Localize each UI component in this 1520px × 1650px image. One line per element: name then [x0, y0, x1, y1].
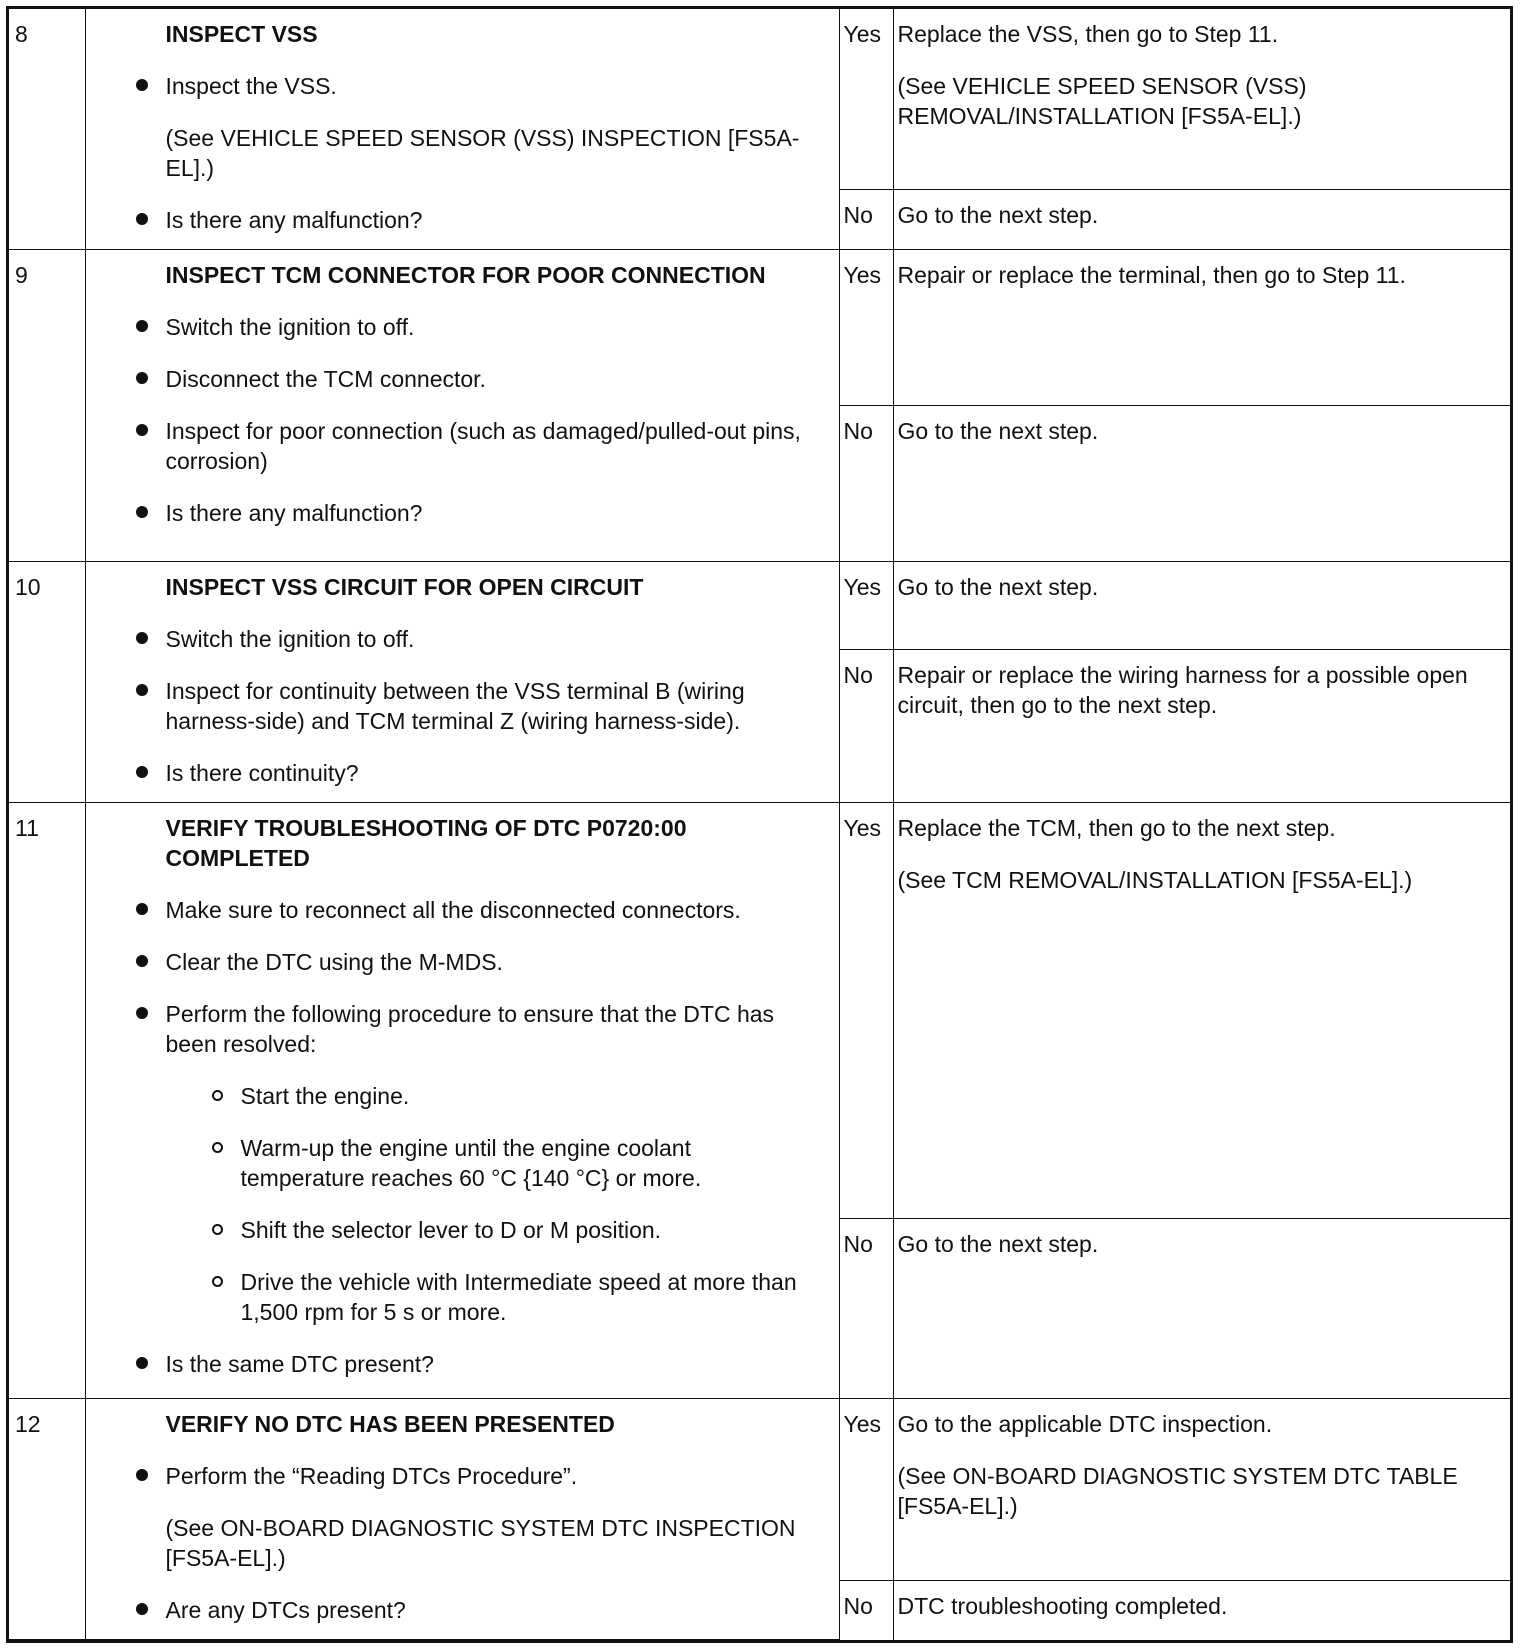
no-action-text: Go to the next step. [893, 406, 1510, 562]
step-row-11 [9, 803, 1510, 1219]
yes-label: Yes [839, 249, 893, 405]
sub-bullet-item: Shift the selector lever to D or M position. [241, 1215, 809, 1245]
step-title: INSPECT VSS [165, 21, 318, 47]
bullet-item: Switch the ignition to off. [166, 312, 809, 342]
step-procedure [85, 1399, 839, 1640]
step-procedure [85, 9, 839, 249]
step-row-12 [9, 1399, 1510, 1581]
bullet-item: Inspect for poor connection (such as damaged/pulled-out pins, corrosion) [166, 416, 809, 476]
sub-bullet-item: Drive the vehicle with Intermediate speed at more than 1,500 rpm for 5 s or more. [241, 1267, 809, 1327]
sub-bullet-item: Start the engine. [241, 1081, 809, 1111]
yes-label: Yes [839, 803, 893, 1219]
bullet-item: Make sure to reconnect all the disconnected connectors. [166, 895, 809, 925]
reference-text: (See VEHICLE SPEED SENSOR (VSS) INSPECTION [FS5A-EL].) [165, 125, 800, 181]
yes-action-text: Go to the next step. [893, 562, 1510, 650]
bullet-item: Disconnect the TCM connector. [166, 364, 809, 394]
yes-label: Yes [839, 1399, 893, 1581]
step-title: VERIFY TROUBLESHOOTING OF DTC P0720:00 COMPLETED [165, 815, 687, 872]
troubleshooting-table-frame [6, 6, 1513, 1643]
no-label: No [839, 650, 893, 803]
bullet-item: Is there continuity? [166, 758, 809, 788]
step-number: 11 [9, 803, 85, 1399]
bullet-item: Perform the following procedure to ensure that the DTC has been resolved: [166, 999, 809, 1059]
yes-reference-text: (See VEHICLE SPEED SENSOR (VSS) REMOVAL/INSTALLATION [FS5A-EL].) [897, 73, 1307, 129]
yes-label: Yes [839, 9, 893, 190]
yes-label: Yes [839, 562, 893, 650]
yes-action-text: Go to the applicable DTC inspection. [897, 1411, 1273, 1438]
yes-action-text: Repair or replace the terminal, then go to Step 11. [893, 249, 1510, 405]
step-title: VERIFY NO DTC HAS BEEN PRESENTED [165, 1411, 615, 1438]
step-title: INSPECT VSS CIRCUIT FOR OPEN CIRCUIT [165, 574, 644, 601]
bullet-item: Inspect the VSS. [166, 71, 809, 101]
step-number: 9 [9, 249, 85, 562]
step-number: 12 [9, 1399, 85, 1640]
yes-reference-text: (See TCM REMOVAL/INSTALLATION [FS5A-EL].) [897, 867, 1413, 894]
yes-reference-text: (See ON-BOARD DIAGNOSTIC SYSTEM DTC TABLE [FS5A-EL].) [897, 1463, 1458, 1520]
step-procedure [85, 803, 839, 1399]
no-action-text: Repair or replace the wiring harness for a possible open circuit, then go to the next step. [893, 650, 1510, 803]
bullet-item: Inspect for continuity between the VSS terminal B (wiring harness-side) and TCM terminal Z (wiring harness-side). [166, 676, 809, 736]
no-label: No [839, 1580, 893, 1639]
bullet-item: Is there any malfunction? [166, 205, 809, 235]
step-procedure [85, 562, 839, 803]
sub-bullet-item: Warm-up the engine until the engine coolant temperature reaches 60 °C {140 °C} or more. [241, 1133, 809, 1193]
bullet-item: Are any DTCs present? [166, 1595, 809, 1625]
step-procedure [85, 249, 839, 562]
bullet-item: Clear the DTC using the M-MDS. [166, 947, 809, 977]
no-label: No [839, 1219, 893, 1399]
yes-action-text: Replace the TCM, then go to the next step. [897, 815, 1336, 842]
bullet-item: Is the same DTC present? [166, 1349, 809, 1379]
yes-action [893, 9, 1510, 190]
step-title: INSPECT TCM CONNECTOR FOR POOR CONNECTION [165, 261, 766, 288]
yes-action-text: Replace the VSS, then go to Step 11. [897, 21, 1279, 47]
no-action-text: Go to the next step. [893, 190, 1510, 250]
step-row-8 [9, 9, 1510, 190]
no-action-text: Go to the next step. [893, 1219, 1510, 1399]
bullet-item: Switch the ignition to off. [166, 624, 809, 654]
troubleshooting-table [9, 9, 1510, 1640]
bullet-item: Perform the “Reading DTCs Procedure”. [166, 1461, 809, 1491]
bullet-item: Is there any malfunction? [166, 498, 809, 528]
no-action-text: DTC troubleshooting completed. [893, 1580, 1510, 1639]
no-label: No [839, 406, 893, 562]
reference-text: (See ON-BOARD DIAGNOSTIC SYSTEM DTC INSPECTION [FS5A-EL].) [165, 1515, 796, 1572]
step-row-9 [9, 249, 1510, 405]
yes-action [893, 803, 1510, 1219]
step-row-10 [9, 562, 1510, 650]
step-number: 8 [9, 9, 85, 249]
step-number: 10 [9, 562, 85, 803]
yes-action [893, 1399, 1510, 1581]
no-label: No [839, 190, 893, 250]
